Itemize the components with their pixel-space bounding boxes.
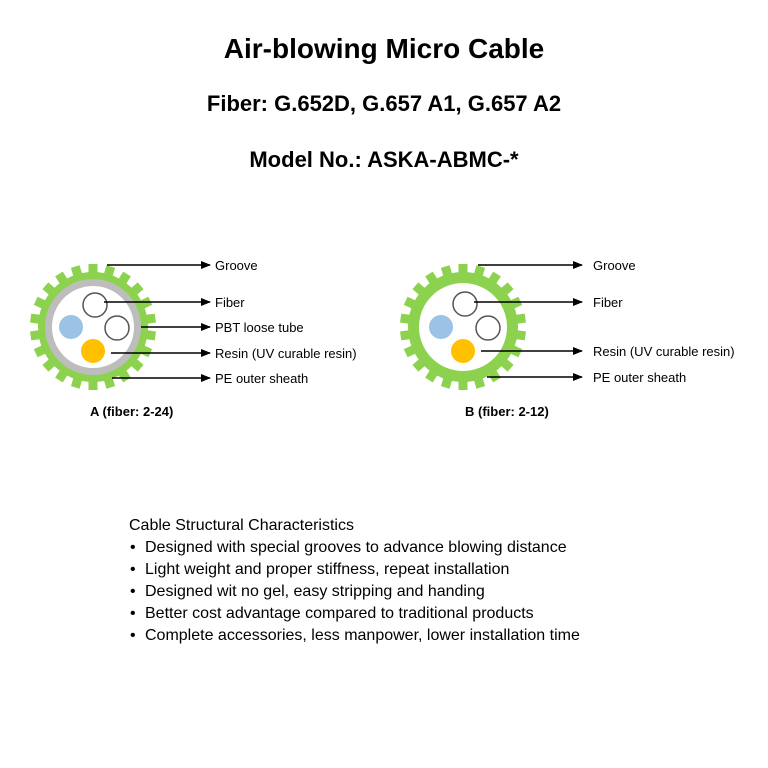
page-title: Air-blowing Micro Cable — [223, 33, 545, 64]
bullet-icon: • — [130, 539, 136, 556]
fiber-types: Fiber: G.652D, G.657 A1, G.657 A2 — [206, 91, 562, 116]
feature-text: Complete accessories, less manpower, lower installation time — [145, 627, 580, 644]
feature-text: Light weight and proper stiffness, repeat installation — [145, 561, 510, 578]
feature-text: Designed with special grooves to advance blowing distance — [145, 539, 567, 556]
features-heading: Cable Structural Characteristics — [129, 517, 354, 534]
features-section — [129, 517, 729, 647]
cable-a — [30, 258, 357, 419]
feature-text: Designed wit no gel, easy stripping and handing — [145, 583, 485, 600]
model-number: Model No.: ASKA-ABMC-* — [249, 147, 519, 172]
list-item — [129, 581, 729, 603]
cable-a-label-sheath: PE outer sheath — [215, 371, 309, 386]
bullet-icon: • — [130, 561, 136, 578]
features-list — [129, 537, 729, 647]
cable-b-label-resin: Resin (UV curable resin) — [593, 344, 735, 359]
cable-a-resin — [81, 339, 105, 363]
bullet-icon: • — [130, 605, 136, 622]
feature-text: Better cost advantage compared to traditional products — [145, 605, 534, 622]
cable-b-fiber-2 — [476, 316, 500, 340]
list-item — [129, 537, 729, 559]
cable-b-blue-element — [429, 315, 453, 339]
bullet-icon: • — [130, 627, 136, 644]
cable-a-caption: A (fiber: 2-24) — [90, 404, 174, 419]
list-item — [129, 559, 729, 581]
cable-b — [400, 258, 735, 419]
cable-b-fiber-1 — [453, 292, 477, 316]
cable-a-label-groove: Groove — [215, 258, 258, 273]
bullet-icon: • — [130, 583, 136, 600]
cable-a-label-fiber: Fiber — [215, 295, 245, 310]
cable-a-label-loose-tube: PBT loose tube — [215, 320, 304, 335]
cable-a-blue-element — [59, 315, 83, 339]
cable-a-fiber-1 — [83, 293, 107, 317]
cable-b-resin — [451, 339, 475, 363]
cable-b-label-groove: Groove — [593, 258, 636, 273]
cable-b-caption: B (fiber: 2-12) — [465, 404, 549, 419]
list-item — [129, 625, 729, 647]
cable-a-fiber-2 — [105, 316, 129, 340]
cable-b-label-fiber: Fiber — [593, 295, 623, 310]
list-item — [129, 603, 729, 625]
cable-a-label-resin: Resin (UV curable resin) — [215, 346, 357, 361]
cable-b-label-sheath: PE outer sheath — [593, 370, 687, 385]
